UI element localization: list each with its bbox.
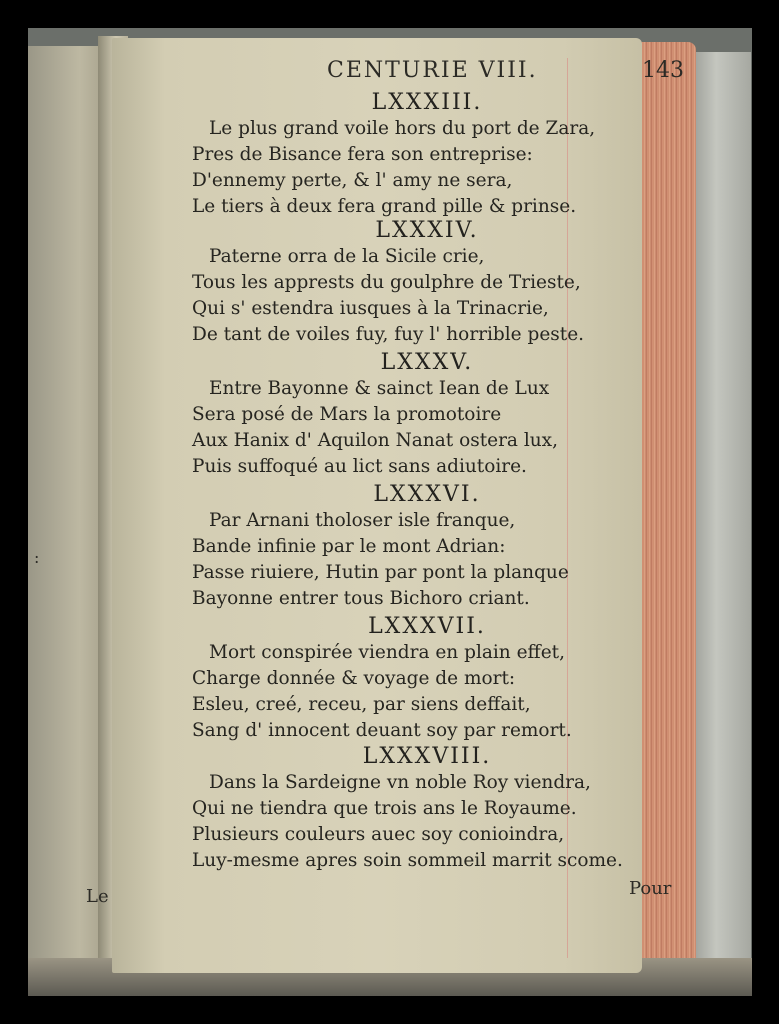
verse-line: Le plus grand voile hors du port de Zara, xyxy=(209,118,596,139)
quatrain xyxy=(192,744,632,874)
left-page-catchword: Le xyxy=(86,886,109,907)
verse-line: Bayonne entrer tous Bichoro criant. xyxy=(192,588,530,609)
quatrain xyxy=(192,482,632,612)
page-number: 143 xyxy=(642,58,684,83)
quatrain xyxy=(192,218,632,348)
quatrain-number: LXXXVIII. xyxy=(362,744,492,769)
quatrain xyxy=(192,90,632,220)
verse-line: Plusieurs couleurs auec soy conioindra, xyxy=(192,824,565,845)
verse-line: De tant de voiles fuy, fuy l' horrible peste. xyxy=(192,324,585,345)
verse-line: Sang d' innocent deuant soy par remort. xyxy=(192,720,572,741)
quatrain-number: LXXXIV. xyxy=(375,218,479,243)
verse-line: Sera posé de Mars la promotoire xyxy=(192,404,502,425)
verse-line: Par Arnani tholoser isle franque, xyxy=(209,510,516,531)
book-cover-right xyxy=(693,52,751,972)
verse-line: Dans la Sardeigne vn noble Roy viendra, xyxy=(209,772,591,793)
quatrain-number: LXXXVII. xyxy=(368,614,486,639)
verse-line: Aux Hanix d' Aquilon Nanat ostera lux, xyxy=(192,430,558,451)
verse-line: D'ennemy perte, & l' amy ne sera, xyxy=(192,170,513,191)
book-scan xyxy=(28,28,752,996)
verse-line: Esleu, creé, receu, par siens deffait, xyxy=(192,694,531,715)
left-margin-mark: : xyxy=(34,548,40,567)
verse-line: Entre Bayonne & sainct Iean de Lux xyxy=(209,378,550,399)
right-page xyxy=(112,38,684,973)
verse-line: Qui ne tiendra que trois ans le Royaume. xyxy=(192,798,577,819)
red-page-edges xyxy=(638,42,696,967)
verse-line: Tous les apprests du goulphre de Trieste, xyxy=(192,272,581,293)
verse-line: Bande infinie par le mont Adrian: xyxy=(192,536,506,557)
verse-line: Qui s' estendra iusques à la Trinacrie, xyxy=(192,298,549,319)
verse-line: Luy-mesme apres soin sommeil marrit scome. xyxy=(192,850,623,871)
verse-line: Charge donnée & voyage de mort: xyxy=(192,668,516,689)
quatrain-number: LXXXV. xyxy=(380,350,474,375)
verse-line: Pres de Bisance fera son entreprise: xyxy=(192,144,533,165)
verse-line: Paterne orra de la Sicile crie, xyxy=(209,246,485,267)
verse-line: Puis suffoqué au lict sans adiutoire. xyxy=(192,456,527,477)
catchword: Pour xyxy=(629,878,672,899)
verse-line: Mort conspirée viendra en plain effet, xyxy=(209,642,565,663)
quatrain xyxy=(192,614,632,744)
quatrain xyxy=(192,350,632,480)
running-title: CENTURIE VIII. xyxy=(327,58,538,83)
verse-line: Le tiers à deux fera grand pille & prinse. xyxy=(192,196,577,217)
verse-line: Passe riuiere, Hutin par pont la planque xyxy=(192,562,569,583)
quatrain-number: LXXXVI. xyxy=(373,482,481,507)
quatrain-number: LXXXIII. xyxy=(371,90,483,115)
